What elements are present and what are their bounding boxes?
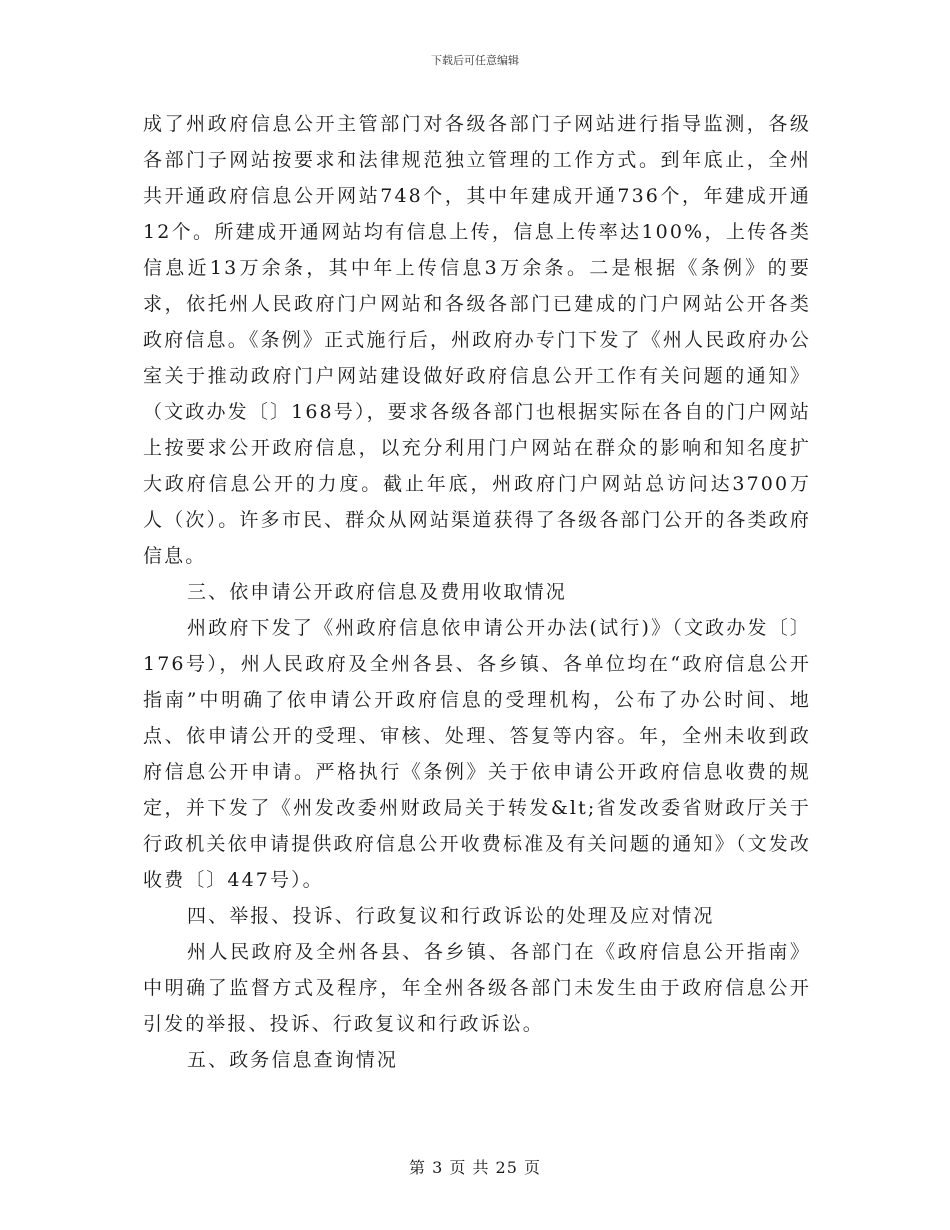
paragraph-complaints: 州人民政府及全州各县、各乡镇、各部门在《政府信息公开指南》中明确了监督方式及程序，年全州各级各部门未发生由于政府信息公开引发的举报、投诉、行政复议和行政诉讼。 <box>143 941 811 1035</box>
document-body <box>143 106 811 1078</box>
paragraph-application-disclosure: 州政府下发了《州政府信息依申请公开办法(试行)》（文政办发〔〕176号），州人民政府及全州各县、各乡镇、各单位均在“政府信息公开指南”中明确了依申请公开政府信息的受理机构，公布了办公时间、地点、依申请公开的受理、审核、处理、答复等内容。年，全州未收到政府信息公开申请。严格执行《条例》关于依申请公开政府信息收费的规定，并下发了《州发改委州财政局关于转发&lt;省发改委省财政厅关于行政机关依申请提供政府信息公开收费标准及有关问题的通知》（文发改收费〔〕447号）。 <box>143 617 811 891</box>
section-heading-4: 四、举报、投诉、行政复议和行政诉讼的处理及应对情况 <box>187 905 715 927</box>
section-heading-5: 五、政务信息查询情况 <box>187 1049 399 1071</box>
paragraph-website-construction: 成了州政府信息公开主管部门对各级各部门子网站进行指导监测，各级各部门子网站按要求和法律规范独立管理的工作方式。到年底止，全州共开通政府信息公开网站748个，其中年建成开通736个，年建成开通12个。所建成开通网站均有信息上传，信息上传率达100%，上传各类信息近13万余条，其中年上传信息3万余条。二是根据《条例》的要求，依托州人民政府门户网站和各级各部门已建成的门户网站公开各类政府信息。《条例》正式施行后，州政府办专门下发了《州人民政府办公室关于推动政府门户网站建设做好政府信息公开工作有关问题的通知》（文政办发〔〕168号），要求各级各部门也根据实际在各自的门户网站上按要求公开政府信息，以充分利用门户网站在群众的影响和知名度扩大政府信息公开的力度。截止年底，州政府门户网站总访问达3700万人（次）。许多市民、群众从网站渠道获得了各级各部门公开的各类政府信息。 <box>143 113 811 567</box>
page-header-note: 下载后可任意编辑 <box>431 54 519 67</box>
section-heading-3: 三、依申请公开政府信息及费用收取情况 <box>187 581 567 603</box>
page-number: 第 3 页 共 25 页 <box>409 1158 541 1177</box>
